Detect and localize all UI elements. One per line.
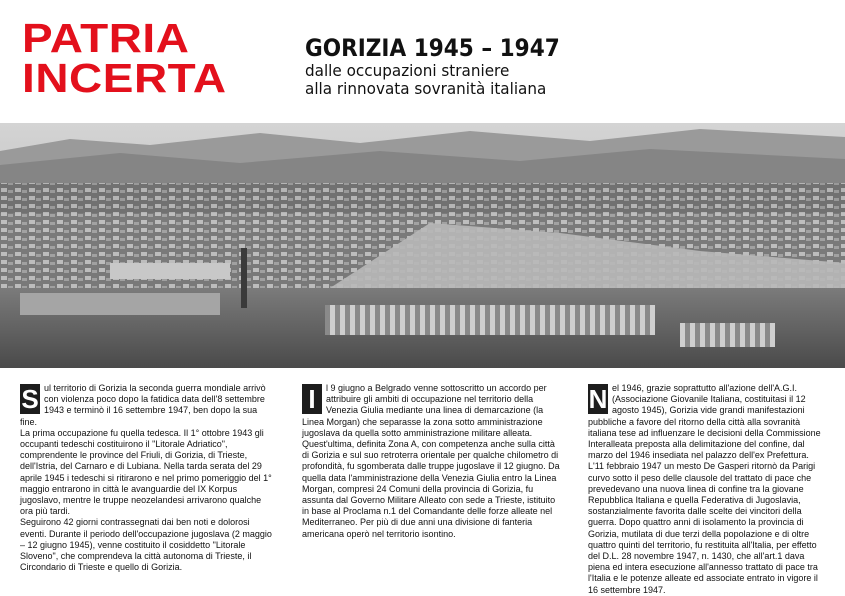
col1-paragraph-1: ul territorio di Gorizia la seconda guerra mondiale arrivò con violenza poco dopo la fatidica data dell'8 settembre 1943 e terminò il 16 settembre 1947, ben dopo la sua fine. bbox=[20, 383, 266, 427]
photo-factory-left bbox=[20, 293, 220, 315]
brand-line-1: PATRIA bbox=[22, 15, 190, 61]
photo-illustration bbox=[0, 123, 845, 368]
page-title: GORIZIA 1945 – 1947 bbox=[305, 34, 560, 62]
col3-paragraph-1: el 1946, grazie soprattutto all'azione dell'A.G.I. (Associazione Giovanile Italiana, costituitasi il 12 agosto 1945), Gorizia vide grandi manifestazioni pubbliche a favore del ritorno della città alla sovranità italiana tese ad influenzare le decisioni della Commissione Interalleata preposta alla delimitazione del confine, dal marzo del 1946 insediata nel palazzo dell'ex Prefettura. bbox=[588, 383, 821, 461]
photo-chimney bbox=[241, 248, 247, 308]
photo-factory-sheds-2 bbox=[680, 323, 775, 347]
historic-city-photo bbox=[0, 123, 845, 368]
col1-paragraph-2: La prima occupazione fu quella tedesca. Il 1° ottobre 1943 gli occupanti tedeschi costituirono il "Litorale Adriatico", comprendente le province del Friuli, di Gorizia, di Trieste, dell'Istria, del Carnaro e di Lubiana. Nella tarda serata del 29 aprile 1945 i tedeschi si ritirarono e nel primo pomeriggio del 1° maggio entrarono in città le avanguardie del IX Korpus jugoslavo, mentre le truppe neozelandesi arrivarono qualche ora più tardi. bbox=[20, 427, 272, 517]
col2-paragraph-1: l 9 giugno a Belgrado venne sottoscritto un accordo per attribuire gli ambiti di occupazione nel territorio della Venezia Giulia mediante una linea di demarcazione (la Linea Morgan) che separasse la zona sotto amministrazione jugoslava da quella sotto amministrazione militare alleata. Quest'ultima, definita Zona A, con competenza anche sulla città di Gorizia e sul suo retroterra orientale per qualche chilometro di profondità, fu sgomberata dalle truppe jugoslave il 12 giugno. Da quella data l'amministrazione della Venezia Giulia entro la Linea Morgan, compresi 24 Comuni della provincia di Gorizia, fu assunta dal Governo Militare Alleato con sede a Trieste, istituito in base al Proclama n.1 del Comandante delle forze alleate nel Mediterraneo. Per più di due anni una divisione di fanteria americana operò nel territorio isontino. bbox=[302, 383, 560, 539]
article-column-2 bbox=[302, 383, 560, 540]
article-column-1 bbox=[20, 383, 275, 573]
page-heading bbox=[305, 34, 588, 98]
col1-paragraph-3: Seguirono 42 giorni contrassegnati dai ben noti e dolorosi eventi. Durante il periodo dell'occupazione jugoslava (2 maggio – 12 giugno 1945), venne costituito il cosiddetto "Litorale Sloveno", che comprendeva la città autonoma di Trieste, il Circondario di Trieste e quello di Gorizia. bbox=[20, 517, 272, 573]
photo-factory-sheds bbox=[325, 305, 655, 335]
brand-logo bbox=[22, 15, 227, 101]
dropcap-2: I bbox=[302, 384, 322, 414]
page-subtitle-1: dalle occupazioni straniere bbox=[305, 61, 510, 80]
article-column-3 bbox=[588, 383, 826, 596]
col3-paragraph-2: L'11 febbraio 1947 un mesto De Gasperi ritornò da Parigi curvo sotto il peso delle clausole del trattato di pace che prevedevano una nuova linea di confine tra la giovane Repubblica Italiana e quella Federativa di Jugoslavia, sostanzialmente favorita dalle scelte dei vincitori della guerra. Dopo quattro anni di isolamento la provincia di Gorizia, mutilata di due terzi della popolazione e di oltre quattro quinti del territorio, fu restituita all'Italia, per effetto del D.L. 28 novembre 1947, n. 1430, che all'art.1 dava piena ed intera esecuzione all'annesso trattato di pace tra l'Italia e le potenze alleate ed associate entrato in vigore il 16 settembre 1947. bbox=[588, 461, 818, 595]
dropcap-3: N bbox=[588, 384, 608, 414]
page-subtitle-2: alla rinnovata sovranità italiana bbox=[305, 79, 547, 98]
brand-line-2: INCERTA bbox=[22, 55, 227, 101]
photo-building-long bbox=[110, 263, 230, 279]
dropcap-1: S bbox=[21, 384, 39, 414]
